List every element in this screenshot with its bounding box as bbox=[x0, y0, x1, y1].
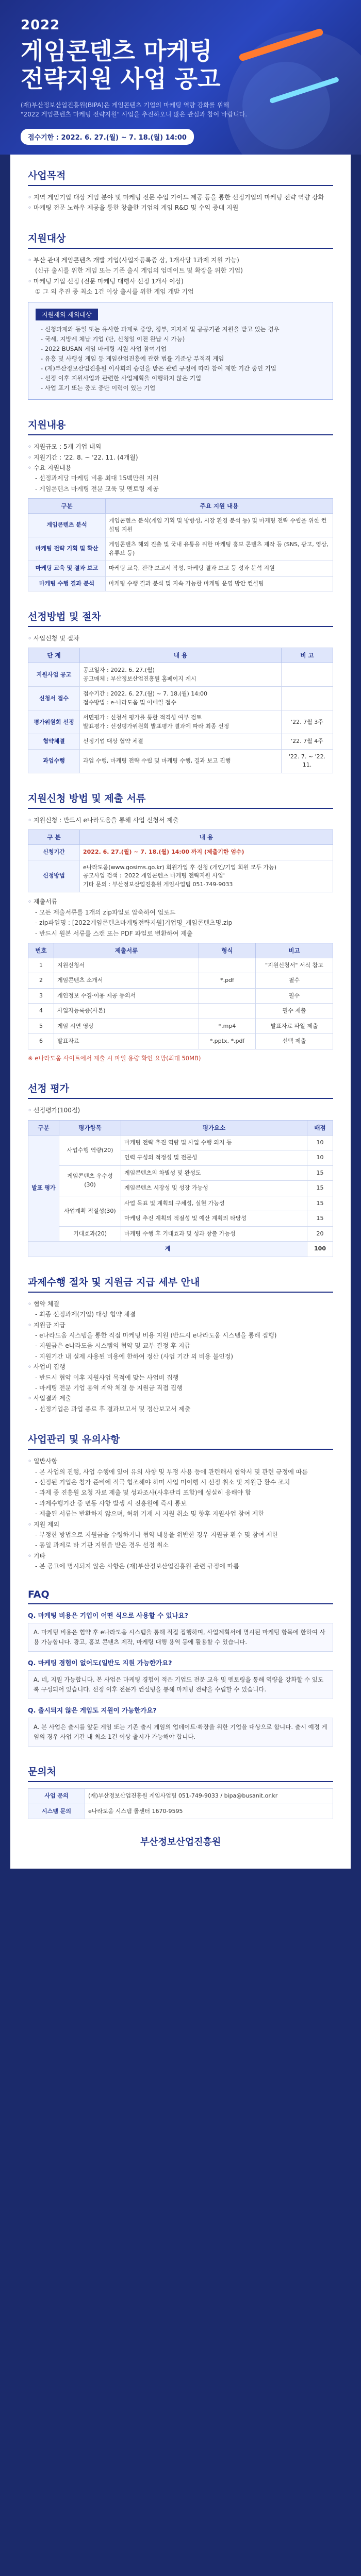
table-row bbox=[28, 1196, 333, 1211]
table-cell: 마케팅 수행 결과 분석 및 지속 가능한 마케팅 운영 방안 컨설팅 bbox=[106, 576, 333, 591]
box-item: - 사업 포기 또는 중도 중단 이력이 있는 기업 bbox=[36, 383, 325, 393]
table-row bbox=[28, 576, 333, 591]
table-header: 내 용 bbox=[80, 830, 333, 845]
table-header: 내 용 bbox=[80, 648, 282, 663]
table-header: 번호 bbox=[28, 943, 54, 958]
table-header: 형식 bbox=[199, 943, 256, 958]
text-line: ◦ 지역 게임기업 대상 게임 분야 및 마케팅 전문 수입 가이드 제공 등을 통한 선정기업의 마케팅 전략 역량 강화 bbox=[28, 192, 333, 202]
table-cell: 평가위원회 선정 bbox=[28, 710, 80, 734]
text-line: - 반드시 협약 이후 지원사업 목적에 맞는 사업비 집행 bbox=[28, 1372, 333, 1383]
table-cell: 마케팅 수행 후 기대효과 및 성과 창출 가능성 bbox=[121, 1226, 307, 1242]
table-cell: 게임콘텐츠 소개서 bbox=[54, 973, 199, 989]
table-cell: (재)부산정보산업진흥원 게임사업팀 051-749-9033 / bipa@busanit.or.kr bbox=[85, 1789, 333, 1804]
box-item: - 신청과제와 동일 또는 유사한 과제로 중앙, 정부, 지자체 및 공공기관 지원을 받고 있는 경우 bbox=[36, 325, 325, 334]
support-table bbox=[28, 498, 333, 591]
table-cell bbox=[282, 687, 333, 710]
table-cell: 선택 제출 bbox=[256, 1034, 333, 1049]
text-line: ◦ 마케팅 전문 노하우 제공을 통한 창출한 기업의 게임 R&D 및 수익 증대 지원 bbox=[28, 202, 333, 213]
table-cell: 필수 bbox=[256, 973, 333, 989]
table-cell: 10 bbox=[307, 1150, 333, 1166]
schedule-table bbox=[28, 648, 333, 773]
text-line: ◦ 일반사항 bbox=[28, 1456, 333, 1466]
header-banner bbox=[0, 0, 361, 155]
table-cell: 발표자료 bbox=[54, 1034, 199, 1049]
deadline-badge: 접수기한 : 2022. 6. 27.(월) ~ 7. 18.(월) 14:00 bbox=[21, 129, 194, 145]
table-cell: 5 bbox=[28, 1019, 54, 1034]
table-row bbox=[28, 845, 333, 860]
exclusion-box bbox=[28, 302, 333, 400]
table-row bbox=[28, 973, 333, 989]
table-cell: 3 bbox=[28, 988, 54, 1004]
text-line: - 지원기간 내 실제 사용된 비용에 한하여 정산 (사업 기간 외 비용 불인정) bbox=[28, 1351, 333, 1362]
text-line: ◦ 협약 체결 bbox=[28, 1299, 333, 1309]
table-cell: 접수기간 : 2022. 6. 27.(월) ~ 7. 18.(월) 14:00 접수방법 : e-나라도움 및 이메일 접수 bbox=[80, 687, 282, 710]
faq-question: Q. 마케팅 경험이 없어도(일반도 지원 가능한가요? bbox=[28, 1659, 172, 1667]
table-row bbox=[28, 988, 333, 1004]
header-title-line1: 게임콘텐츠 마케팅 bbox=[21, 37, 212, 65]
table-header: 비고 bbox=[256, 943, 333, 958]
section-faq bbox=[28, 1589, 333, 1747]
table-cell: "지원신청서" 서식 참고 bbox=[256, 958, 333, 973]
table-row bbox=[28, 687, 333, 710]
text-line: - 모든 제출서류를 1개의 zip파일로 압축하여 업로드 bbox=[28, 907, 333, 918]
table-cell: 마케팅 수행 결과 분석 bbox=[28, 576, 106, 591]
table-cell: 공고일자 : 2022. 6. 27.(월) 공고매체 : 부산정보산업진흥원 홈페이지 게시 bbox=[80, 663, 282, 687]
apply-table bbox=[28, 829, 333, 892]
box-item: - 2022 BUSAN 게임 마케팅 지원 사업 참여기업 bbox=[36, 344, 325, 354]
contact-table bbox=[28, 1788, 333, 1819]
text-line: - e나라도움 시스템을 통한 직접 마케팅 비용 지원 (반드시 e나라도움 시스템을 통해 집행) bbox=[28, 1330, 333, 1341]
text-line: ◦ 지원기간 : '22. 8. ~ '22. 11. (4개월) bbox=[28, 452, 333, 463]
footer-organization: 부산정보산업진흥원 bbox=[140, 1837, 221, 1848]
table-cell: 시스템 문의 bbox=[28, 1804, 85, 1819]
section-title: 선정방법 및 절차 bbox=[28, 609, 333, 627]
section-title: FAQ bbox=[28, 1589, 333, 1604]
table-cell bbox=[199, 958, 256, 973]
table-cell: 게임 시연 영상 bbox=[54, 1019, 199, 1034]
box-item: - 선정 이후 지원사업과 관련한 사업계획을 이행하지 않은 기업 bbox=[36, 374, 325, 383]
table-cell: *.pptx, *.pdf bbox=[199, 1034, 256, 1049]
table-cell: 15 bbox=[307, 1181, 333, 1196]
text-line: - zip파일명 : [2022게임콘텐츠마케팅전략지원]기업명_게임콘텐츠명.zip bbox=[28, 918, 333, 928]
text-line: ◦ 지원 제외 bbox=[28, 1519, 333, 1530]
table-header: 배점 bbox=[307, 1120, 333, 1135]
table-cell: 서면평가 : 신청서 평가를 통한 적격성 여부 검토 발표평가 : 선정평가위원회 발표평가 결과에 따라 최종 선정 bbox=[80, 710, 282, 734]
faq-answer: A. 네, 지원 가능합니다. 본 사업은 마케팅 경험이 적은 기업도 전문 교육 및 멘토링을 통해 역량을 강화할 수 있도록 구성되어 있습니다. 선정 이후 전문가 컨설팅을 통해 마케팅 전략을 수립할 수 있습니다. bbox=[28, 1670, 333, 1699]
table-cell: 15 bbox=[307, 1165, 333, 1181]
table-cell: 게임콘텐츠 분석 bbox=[28, 514, 106, 537]
text-line: - 마케팅 전문 기업 용역 계약 체결 등 지원금 직접 집행 bbox=[28, 1383, 333, 1393]
text-line: - 본 사업의 진행, 사업 수행에 있어 유의 사항 및 부정 사용 등에 관련해서 협약서 및 관련 규정에 따름 bbox=[28, 1467, 333, 1477]
box-item: - 유흥 및 사행성 게임 등 게임산업진흥에 관한 법률 기준상 부적격 게임 bbox=[36, 354, 325, 364]
table-row bbox=[28, 1165, 333, 1181]
text-line: - 선정된 기업은 참가 준비에 적극 협조해야 하며 사업 미이행 시 선정 취소 및 지원금 환수 조치 bbox=[28, 1477, 333, 1487]
table-cell: 게임콘텐츠 분석(게임 기획 및 방향성, 시장 환경 분석 등) 및 마케팅 전략 수립을 위한 컨설팅 지원 bbox=[106, 514, 333, 537]
table-cell: 계 bbox=[28, 1242, 307, 1257]
text-line: ◦ 지원신청 : 반드시 e나라도움을 통해 사업 신청서 제출 bbox=[28, 815, 333, 825]
text-line: - 본 공고에 명시되지 않은 사항은 (재)부산정보산업진흥원 관련 규정에 따름 bbox=[28, 1561, 333, 1571]
text-line: - 부정한 방법으로 지원금을 수령하거나 협약 내용을 위반한 경우 지원금 환수 및 참여 제한 bbox=[28, 1530, 333, 1540]
table-cell: *.mp4 bbox=[199, 1019, 256, 1034]
table-row bbox=[28, 1804, 333, 1819]
table-cell: 필수 bbox=[256, 988, 333, 1004]
table-cell: *.pdf bbox=[199, 973, 256, 989]
table-row bbox=[28, 1226, 333, 1242]
table-cell: 지원신청서 bbox=[54, 958, 199, 973]
table-cell: 필수 제출 bbox=[256, 1004, 333, 1019]
note-text: ※ e나라도움 사이트에서 제출 시 파일 용량 확인 요망(최대 50MB) bbox=[28, 1054, 201, 1062]
table-row bbox=[28, 749, 333, 773]
docs-table bbox=[28, 943, 333, 1049]
table-cell: 게임콘텐츠의 차별성 및 완성도 bbox=[121, 1165, 307, 1181]
table-row bbox=[28, 734, 333, 750]
text-line: - 게임콘텐츠 마케팅 전문 교육 및 멘토링 제공 bbox=[28, 484, 333, 494]
text-line: ◦ 수요 지원내용 bbox=[28, 463, 333, 473]
text-line: ① 그 외 추진 중 최소 1건 이상 출시를 위한 게임 개발 기업 bbox=[35, 287, 194, 295]
section-apply bbox=[28, 791, 333, 1064]
table-cell: 15 bbox=[307, 1211, 333, 1227]
text-line: ◦ 제출서류 bbox=[28, 896, 333, 907]
table-cell: 사업자등록증(사본) bbox=[54, 1004, 199, 1019]
table-row bbox=[28, 561, 333, 577]
faq-answer: A. 본 사업은 출시를 앞둔 게임 또는 기존 출시 게임의 업데이트·확장을 위한 기업을 대상으로 합니다. 출시 예정 게임의 경우 사업 기간 내 최소 1건 이상 출시가 가능해야 합니다. bbox=[28, 1718, 333, 1747]
table-cell: 선정기업 대상 협약 체결 bbox=[80, 734, 282, 750]
table-cell: 마케팅 전략 기획 및 확산 bbox=[28, 537, 106, 561]
table-cell: 10 bbox=[307, 1135, 333, 1150]
table-row bbox=[28, 1019, 333, 1034]
table-cell: 마케팅 교육 및 결과 보고 bbox=[28, 561, 106, 577]
table-cell: 사업수행 역량(20) bbox=[59, 1135, 121, 1165]
evaluation-table bbox=[28, 1120, 333, 1257]
table-header: 제출서류 bbox=[54, 943, 199, 958]
table-cell: 게임콘텐츠 해외 진출 및 국내 유통을 위한 마케팅 홍보 콘텐츠 제작 등 (SNS, 광고, 영상, 유튜브 등) bbox=[106, 537, 333, 561]
table-cell: 과업 수행, 마케팅 전략 수립 및 마케팅 수행, 결과 보고 진행 bbox=[80, 749, 282, 773]
table-cell: 신청방법 bbox=[28, 860, 80, 892]
table-cell: 4 bbox=[28, 1004, 54, 1019]
table-cell: 게임콘텐츠 우수성(30) bbox=[59, 1165, 121, 1196]
text-line: - 반드시 원본 서류를 스캔 또는 PDF 파일로 변환하여 제출 bbox=[28, 928, 333, 939]
table-header: 평가항목 bbox=[59, 1120, 121, 1135]
header-title-line2: 전략지원 사업 공고 bbox=[21, 65, 221, 93]
table-header: 평가요소 bbox=[121, 1120, 307, 1135]
table-row bbox=[28, 537, 333, 561]
table-cell: 사업 문의 bbox=[28, 1789, 85, 1804]
faq-answer: A. 마케팅 비용은 협약 후 e나라도움 시스템을 통해 직접 집행하며, 사업계획서에 명시된 마케팅 항목에 한하여 사용 가능합니다. 광고, 홍보 콘텐츠 제작, 마케팅 대행 용역 등에 활용할 수 있습니다. bbox=[28, 1623, 333, 1652]
table-cell: '22. 7월 4주 bbox=[282, 734, 333, 750]
section-title: 지원대상 bbox=[28, 231, 333, 249]
table-cell: 마케팅 추진 계획의 적절성 및 예산 계획의 타당성 bbox=[121, 1211, 307, 1227]
text-line: ◦ 사업신청 및 절차 bbox=[28, 633, 333, 643]
text-line: - 과제수행기간 중 변동 사항 발생 시 진흥원에 즉시 통보 bbox=[28, 1498, 333, 1509]
section-support bbox=[28, 231, 333, 400]
table-cell: 인력 구성의 적정성 및 전문성 bbox=[121, 1150, 307, 1166]
box-item: - (재)부산정보산업진흥원 이사회의 승인을 받은 관련 규정에 따라 참여 제한 기간 중인 기업 bbox=[36, 364, 325, 374]
table-cell: 2 bbox=[28, 973, 54, 989]
text-line: - 동일 과제로 타 기관 지원을 받은 경우 선정 취소 bbox=[28, 1540, 333, 1550]
section-contact bbox=[28, 1764, 333, 1819]
table-cell: e나라도움 시스템 콜센터 1670-9595 bbox=[85, 1804, 333, 1819]
table-row bbox=[28, 1004, 333, 1019]
text-line: ◦ 사업비 집행 bbox=[28, 1362, 333, 1372]
table-row bbox=[28, 1135, 333, 1150]
faq-question: Q. 마케팅 비용은 기업이 어떤 식으로 사용할 수 있나요? bbox=[28, 1612, 189, 1620]
table-cell: 마케팅 전략 추진 역량 및 사업 수행 의지 등 bbox=[121, 1135, 307, 1150]
faq-question: Q. 출시되지 않은 게임도 지원이 가능한가요? bbox=[28, 1706, 157, 1715]
section-contents bbox=[28, 417, 333, 591]
section-title: 지원신청 방법 및 제출 서류 bbox=[28, 791, 333, 809]
table-row bbox=[28, 710, 333, 734]
text-line: ◦ 선정평가(100점) bbox=[28, 1105, 333, 1115]
section-evaluation bbox=[28, 1081, 333, 1257]
table-cell: 신청서 접수 bbox=[28, 687, 80, 710]
table-row bbox=[28, 1789, 333, 1804]
table-cell: 마케팅 교육, 전략 보고서 작성, 마케팅 결과 보고 등 성과 분석 지원 bbox=[106, 561, 333, 577]
table-cell: 발표 평가 bbox=[28, 1135, 59, 1242]
table-cell: 사업계획 적절성(30) bbox=[59, 1196, 121, 1226]
table-header: 구 분 bbox=[28, 830, 80, 845]
table-row bbox=[28, 663, 333, 687]
table-cell: 1 bbox=[28, 958, 54, 973]
table-cell: 20 bbox=[307, 1226, 333, 1242]
section-settlement bbox=[28, 1275, 333, 1414]
table-cell: 기대효과(20) bbox=[59, 1226, 121, 1242]
text-line: ◦ 마케팅 기업 선정 (전문 마케팅 대행사 선정 1개사 이상) bbox=[28, 276, 333, 286]
table-cell: 2022. 6. 27.(월) ~ 7. 18.(월) 14:00 까지 (제출기한 엄수) bbox=[80, 845, 333, 860]
section-overview bbox=[28, 168, 333, 213]
text-line: - 지원금은 e나라도움 시스템의 협약 및 교부 결정 후 지급 bbox=[28, 1341, 333, 1351]
header-subtitle: (재)부산정보산업진흥원(BIPA)은 게임콘텐츠 기업의 마케팅 역량 강화를 위해 "2022 게임콘텐츠 마케팅 전략지원" 사업을 추진하오니 많은 관심과 참여 바랍니다. bbox=[21, 101, 248, 118]
section-title: 사업관리 및 유의사항 bbox=[28, 1432, 333, 1450]
table-cell: e나라도움(www.gosims.go.kr) 회원가입 후 신청 (개인/기업 회원 모두 가능) 공모사업 검색 : '2022 게임콘텐츠 마케팅 전략지원 사업' 기타 문의 : 부산정보산업진흥원 게임사업팀 051-749-9033 bbox=[80, 860, 333, 892]
table-cell bbox=[199, 1004, 256, 1019]
box-title: 지원제외 제외대상 bbox=[36, 309, 98, 320]
bottom-spacer bbox=[0, 1869, 361, 1884]
table-cell: '22. 7월 3주 bbox=[282, 710, 333, 734]
text-line: ◦ 사업결과 제출 bbox=[28, 1393, 333, 1403]
table-header: 비 고 bbox=[282, 648, 333, 663]
table-header: 구분 bbox=[28, 1120, 59, 1135]
table-cell: 100 bbox=[307, 1242, 333, 1257]
table-cell: '22. 7. ~ '22. 11. bbox=[282, 749, 333, 773]
text-line: ◦ 부산 관내 게임콘텐츠 개발 기업(사업자등록증 상, 1개사당 1과제 지원 가능) bbox=[28, 255, 333, 265]
table-header: 단 계 bbox=[28, 648, 80, 663]
table-row bbox=[28, 514, 333, 537]
table-cell: 개인정보 수집·이용 제공 동의서 bbox=[54, 988, 199, 1004]
table-cell: 발표자료 파일 제출 bbox=[256, 1019, 333, 1034]
table-cell: 게임콘텐츠 시장성 및 성장 가능성 bbox=[121, 1181, 307, 1196]
table-cell: 사업 목표 및 계획의 구체성, 실현 가능성 bbox=[121, 1196, 307, 1211]
section-notice bbox=[28, 1432, 333, 1571]
table-cell: 신청기간 bbox=[28, 845, 80, 860]
decor-circle bbox=[242, 62, 330, 149]
table-cell: 지원사업 공고 bbox=[28, 663, 80, 687]
section-title: 선정 평가 bbox=[28, 1081, 333, 1099]
table-row bbox=[28, 860, 333, 892]
text-line: ◦ 지원금 지급 bbox=[28, 1320, 333, 1330]
text-line: - 최종 선정과제(기업) 대상 협약 체결 bbox=[28, 1309, 333, 1319]
text-line: ◦ 지원규모 : 5개 기업 내외 bbox=[28, 442, 333, 452]
text-line: (신규 출시를 위한 게임 또는 기존 출시 게임의 업데이트 및 확장을 위한 기업) bbox=[35, 267, 243, 275]
table-row bbox=[28, 1242, 333, 1257]
table-header: 주요 지원 내용 bbox=[106, 499, 333, 514]
text-line: - 선정기업은 과업 종료 후 결과보고서 및 정산보고서 제출 bbox=[28, 1404, 333, 1414]
table-cell bbox=[199, 988, 256, 1004]
text-line: ◦ 기타 bbox=[28, 1551, 333, 1561]
table-cell: 과업수행 bbox=[28, 749, 80, 773]
table-cell: 6 bbox=[28, 1034, 54, 1049]
section-title: 지원내용 bbox=[28, 417, 333, 435]
text-line: - 제출된 서류는 반환하지 않으며, 허위 기재 시 지원 취소 및 향후 지원사업 참여 제한 bbox=[28, 1509, 333, 1519]
announcement-body bbox=[10, 155, 351, 1869]
section-title: 과제수행 절차 및 지원금 지급 세부 안내 bbox=[28, 1275, 333, 1293]
section-title: 문의처 bbox=[28, 1764, 333, 1782]
table-row bbox=[28, 958, 333, 973]
table-cell bbox=[282, 663, 333, 687]
header-year: 2022 bbox=[21, 18, 60, 33]
text-line: - 선정과제당 마케팅 비용 최대 15백만원 지원 bbox=[28, 473, 333, 483]
table-cell: 협약체결 bbox=[28, 734, 80, 750]
text-line: - 과제 중 진흥원 요청 자료 제출 및 성과조사(사후관리 포함)에 성실히 응해야 함 bbox=[28, 1487, 333, 1498]
section-title: 사업목적 bbox=[28, 168, 333, 186]
section-schedule bbox=[28, 609, 333, 773]
box-item: - 국세, 지방세 체납 기업 (단, 신청일 이전 완납 시 가능) bbox=[36, 334, 325, 344]
table-header: 구분 bbox=[28, 499, 106, 514]
table-cell: 15 bbox=[307, 1196, 333, 1211]
table-row bbox=[28, 1034, 333, 1049]
